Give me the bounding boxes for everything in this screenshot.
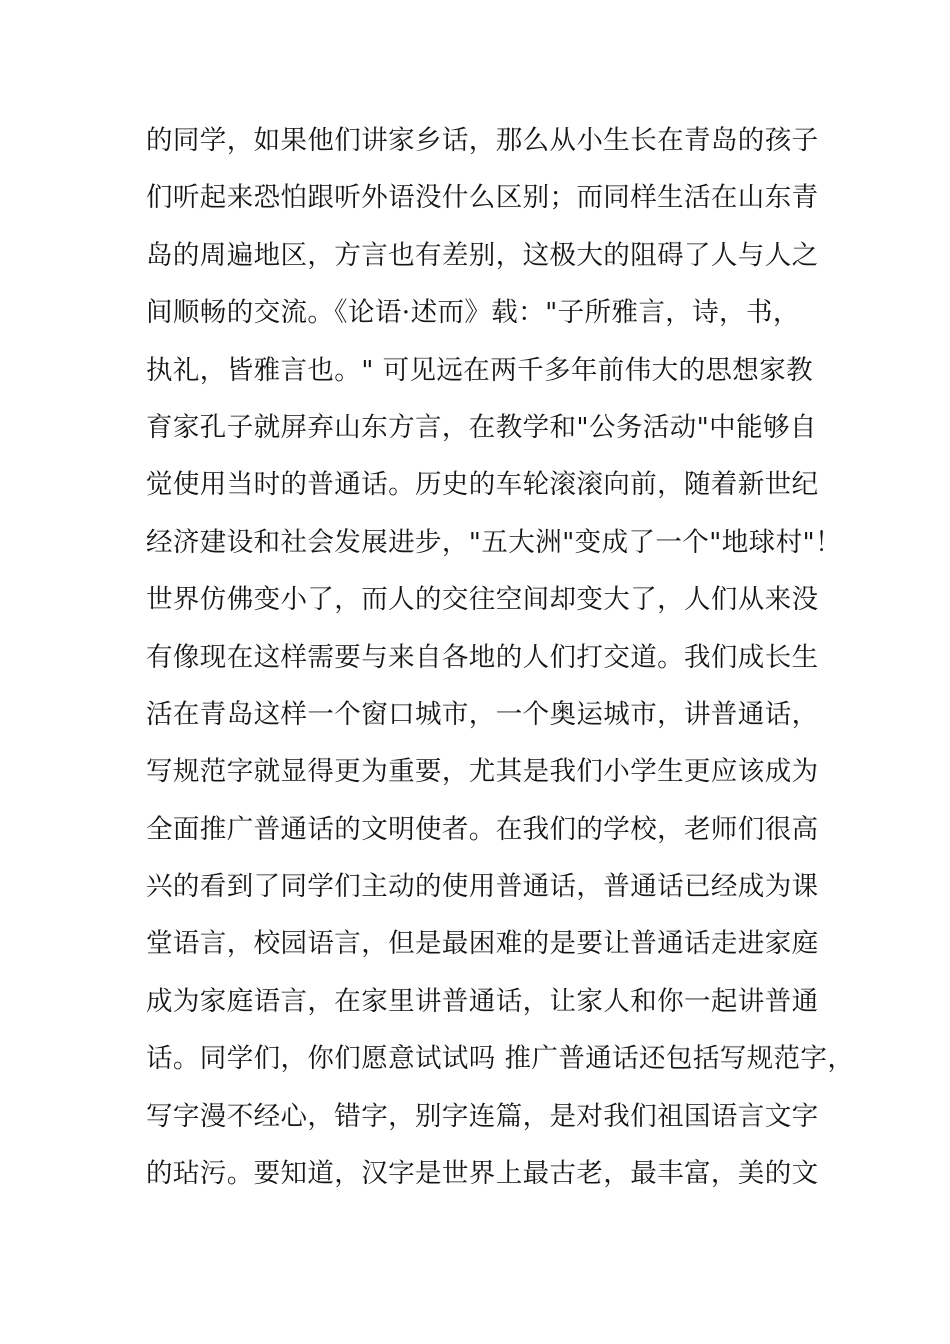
text-line-13: 全面推广普通话的文明使者。在我们的学校，老师们很高	[146, 813, 819, 845]
text-line-15: 堂语言，校园语言，但是最困难的是要让普通话走进家庭	[146, 928, 819, 960]
text-line-9: 世界仿佛变小了，而人的交往空间却变大了，人们从来没	[146, 584, 819, 616]
text-line-16: 成为家庭语言，在家里讲普通话，让家人和你一起讲普通	[146, 985, 819, 1017]
text-line-2: 们听起来恐怕跟听外语没什么区别；而同样生活在山东青	[146, 182, 819, 214]
text-line-14: 兴的看到了同学们主动的使用普通话，普通话已经成为课	[146, 871, 819, 903]
text-line-7: 觉使用当时的普通话。历史的车轮滚滚向前，随着新世纪	[146, 469, 819, 501]
text-line-6: 育家孔子就屏弃山东方言，在教学和"公务活动"中能够自	[146, 411, 817, 443]
text-line-3: 岛的周遍地区，方言也有差别，这极大的阻碍了人与人之	[146, 239, 819, 271]
text-line-1: 的同学，如果他们讲家乡话，那么从小生长在青岛的孩子	[146, 125, 819, 156]
text-line-19: 的玷污。要知道，汉字是世界上最古老，最丰富，美的文	[146, 1158, 819, 1190]
text-line-4: 间顺畅的交流。《论语·述而》载："子所雅言，诗，书，	[146, 297, 800, 329]
text-line-8: 经济建设和社会发展进步，"五大洲"变成了一个"地球村"！	[146, 526, 842, 558]
body-text	[146, 118, 855, 1208]
text-line-11: 活在青岛这样一个窗口城市，一个奥运城市，讲普通话，	[146, 698, 819, 730]
text-line-10: 有像现在这样需要与来自各地的人们打交道。我们成长生	[146, 641, 819, 673]
text-line-18: 写字漫不经心，错字，别字连篇，是对我们祖国语言文字	[146, 1100, 819, 1132]
text-line-5: 执礼，皆雅言也。" 可见远在两千多年前伟大的思想家教	[146, 354, 814, 386]
text-line-12: 写规范字就显得更为重要，尤其是我们小学生更应该成为	[146, 756, 819, 788]
text-line-17: 话。同学们，你们愿意试试吗 推广普通话还包括写规范字，	[146, 1043, 855, 1075]
